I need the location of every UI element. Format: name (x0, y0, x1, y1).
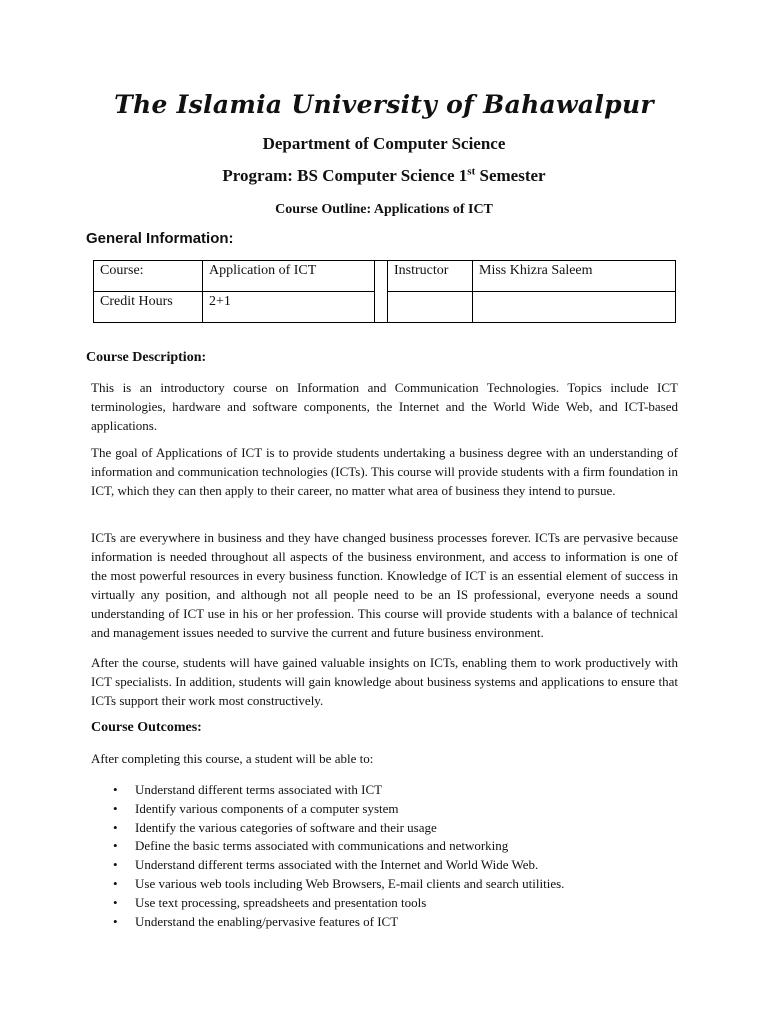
bullet-icon: • (113, 894, 118, 910)
outcome-text: Identify the various categories of software and their usage (135, 819, 437, 835)
outcome-text: Define the basic terms associated with communications and networking (135, 838, 509, 854)
instructor-label: Instructor (394, 263, 449, 278)
credit-hours-value: 2+1 (209, 294, 231, 309)
outcome-text: Identify various components of a computer system (135, 800, 399, 816)
course-outcomes-intro: After completing this course, a student will be able to: (91, 751, 374, 766)
table-border-middle-right (387, 291, 676, 292)
bullet-icon: • (113, 875, 118, 891)
list-item (91, 913, 678, 932)
program-title (0, 166, 768, 186)
description-paragraph-2: The goal of Applications of ICT is to provide students undertaking a business degree with an understanding of information and communication technologies (ICTs). This course will provide students with a firm foundation in ICT, which they can then apply to their career, no matter what area of business they intend to pursue. (91, 445, 678, 498)
bullet-icon: • (113, 857, 118, 873)
program-title-text: Program: BS Computer Science 1 (222, 166, 468, 185)
outcome-text: Use text processing, spreadsheets and presentation tools (135, 894, 427, 910)
table-border-bottom (93, 322, 676, 323)
table-border-right (675, 260, 676, 323)
program-title-ordinal: st (467, 165, 476, 178)
bullet-icon: • (113, 782, 118, 797)
bullet-icon: • (113, 838, 118, 854)
description-paragraph-3: ICTs are everywhere in business and they have changed business processes forever. ICTs are pervasive because information is needed throughout all aspects of the business environment, and access to information is one of the most powerful resources in every business function. Knowledge of ICT is an essential element of success in virtually any position, and although not all people need to be an IS professional, everyone needs a sound understanding of ICT use in his or her profession. This course will provide students with a balance of technical and management issues needed to survive the current and future business environment. (91, 530, 678, 640)
bullet-icon: • (113, 913, 118, 929)
list-item (91, 837, 678, 856)
course-outline-title: Course Outline: Applications of ICT (275, 202, 493, 217)
course-label: Course: (100, 263, 144, 278)
list-item (91, 856, 678, 875)
table-divider-2 (374, 260, 375, 323)
outcome-text: Understand different terms associated with ICT (135, 782, 383, 797)
university-title: The Islamia University of Bahawalpur (114, 90, 654, 119)
list-item (91, 781, 678, 800)
department-title: Department of Computer Science (262, 134, 506, 153)
general-information-heading: General Information: (86, 230, 234, 247)
outcome-text: Use various web tools including Web Browsers, E-mail clients and search utilities. (135, 875, 565, 891)
outcome-text: Understand the enabling/pervasive features of ICT (135, 913, 399, 929)
bullet-icon: • (113, 800, 118, 816)
list-item (91, 894, 678, 913)
list-item (91, 819, 678, 838)
list-item (91, 875, 678, 894)
course-outcomes-list (91, 781, 678, 931)
list-item (91, 800, 678, 819)
instructor-value: Miss Khizra Saleem (479, 263, 593, 278)
outcome-text: Understand different terms associated with the Internet and World Wide Web. (135, 857, 539, 873)
course-outcomes-heading: Course Outcomes: (91, 720, 202, 735)
course-value: Application of ICT (209, 263, 317, 278)
credit-hours-label: Credit Hours (100, 294, 173, 309)
bullet-icon: • (113, 819, 118, 835)
description-paragraph-4: After the course, students will have gained valuable insights on ICTs, enabling them to work productively with ICT specialists. In addition, students will gain knowledge about business systems and applications to ensure that ICTs support their work most constructively. (91, 655, 678, 708)
program-title-suffix: Semester (475, 166, 546, 185)
general-information-table (93, 260, 676, 323)
description-paragraph-1: This is an introductory course on Information and Communication Technologies. Topics include ICT terminologies, hardware and software components, the Internet and the World Wide Web, and ICT-based applications. (91, 380, 678, 433)
course-description-heading: Course Description: (86, 350, 207, 365)
